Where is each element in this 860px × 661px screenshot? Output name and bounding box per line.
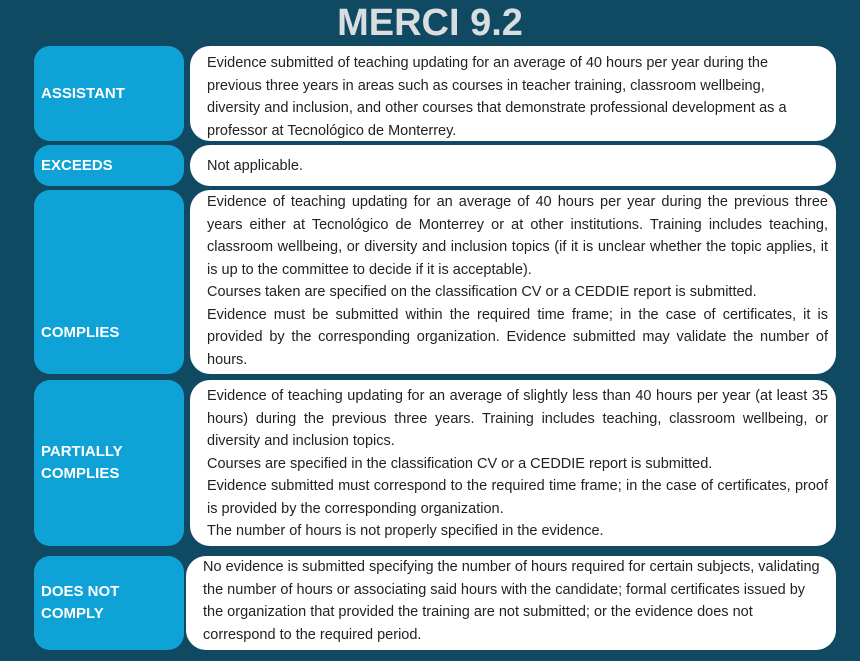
level-label-exceeds bbox=[34, 145, 184, 186]
description-paragraph: Not applicable. bbox=[207, 158, 303, 174]
description-paragraph: Evidence of teaching updating for an average of 40 hours per year during the previous three years either at Tecnológico de Monterrey or at other institutions. Training includes teaching, classroom wellbeing, or diversity and inclusion topics (if it is unclear whether the topic applies, it is up to the committee to decide if it is acceptable). bbox=[207, 194, 828, 278]
page-title: MERCI 9.2 bbox=[337, 2, 523, 44]
description-paragraph: No evidence is submitted specifying the number of hours required for certain subjects, validating the number of hours or associating said hours with the candidate; formal certificates issued by the organization that provided the training are not submitted; or the evidence does not correspond to the required period. bbox=[203, 559, 820, 643]
level-label-text bbox=[41, 441, 123, 485]
description-paragraph: Courses are specified in the classification CV or a CEDDIE report is submitted. bbox=[207, 455, 713, 472]
rubric-row-does-not-comply bbox=[34, 556, 836, 650]
level-label-does-not-comply bbox=[34, 556, 184, 650]
description-paragraph: Evidence submitted must correspond to the required time frame; in the case of certificates, proof is provided by the corresponding organization. bbox=[207, 478, 828, 517]
description-paragraph: Courses taken are specified on the classification CV or a CEDDIE report is submitted. bbox=[207, 284, 757, 300]
level-description-does-not-comply bbox=[186, 556, 836, 650]
description-paragraph: Evidence submitted of teaching updating for an average of 40 hours per year during the previous three years in areas such as courses in teacher training, classroom wellbeing, diversity and inclusion, and other courses that demonstrate professional development as a professor at Tecnológico de Monterrey. bbox=[207, 55, 787, 139]
level-description-assistant bbox=[190, 46, 836, 141]
level-label-line: DOES NOT bbox=[41, 583, 120, 600]
level-description-complies bbox=[190, 190, 836, 374]
rubric-row-exceeds bbox=[34, 145, 836, 186]
rubric-row-partially-complies bbox=[34, 380, 836, 546]
level-label-assistant bbox=[34, 46, 184, 141]
level-description-partially-complies bbox=[190, 380, 836, 546]
level-label-partially-complies bbox=[34, 380, 184, 546]
level-label-line: COMPLY bbox=[41, 605, 104, 622]
description-paragraph: Evidence of teaching updating for an average of slightly less than 40 hours per year (at least 35 hours) during the previous three years. Training includes teaching, classroom wellbeing, or diversity and inclusion topics. bbox=[207, 388, 828, 449]
level-label-line: COMPLIES bbox=[41, 465, 120, 482]
description-paragraph: The number of hours is not properly specified in the evidence. bbox=[207, 523, 604, 539]
level-label-complies bbox=[34, 190, 184, 374]
level-label-line: PARTIALLY bbox=[41, 443, 123, 460]
level-label-text: COMPLIES bbox=[41, 324, 120, 341]
level-description-exceeds bbox=[190, 145, 836, 186]
level-label-text: ASSISTANT bbox=[41, 84, 125, 102]
description-paragraph: Evidence must be submitted within the required time frame; in the case of certificates, it is provided by the corresponding organization. Evidence submitted may validate the number of hours. bbox=[207, 306, 828, 368]
rubric-row-assistant bbox=[34, 46, 836, 141]
level-label-text bbox=[41, 581, 119, 625]
level-label-text: EXCEEDS bbox=[41, 156, 113, 174]
rubric-row-complies bbox=[34, 190, 836, 374]
